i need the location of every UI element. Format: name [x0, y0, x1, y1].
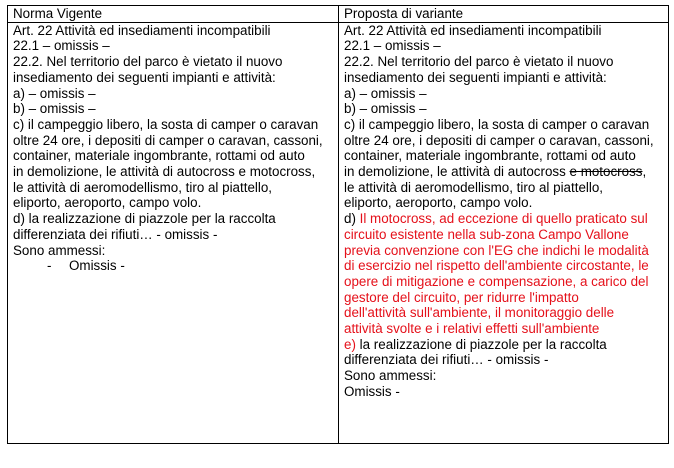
norma-vigente-text: [13, 23, 338, 259]
header-norma-vigente: Norma Vigente: [8, 6, 339, 23]
text-line: Art. 22 Attività ed insediamenti incompatibili: [13, 22, 271, 38]
text-line: b) – omissis –: [13, 101, 96, 117]
red-text-line: [344, 227, 668, 243]
item-e-label: e): [344, 336, 356, 352]
text-line: a) – omissis –: [13, 85, 96, 101]
text-line: d) la realizzazione di piazzole per la raccolta: [13, 211, 276, 227]
header-proposta-variante: Proposta di variante: [339, 6, 669, 23]
text-line: in demolizione, le attività di autocross e motocross,: [13, 164, 316, 180]
proposta-text-middle: [344, 180, 668, 211]
text-line: container, materiale ingombrante, rottami od auto: [13, 148, 305, 164]
proposta-red-insertion: [344, 211, 668, 337]
text-line: 22.1 – omissis –: [344, 38, 441, 54]
text-line: insediamento dei seguenti impianti e attività:: [13, 69, 276, 85]
red-text: circuito esistente nella sub-zona Campo Vallone: [344, 226, 629, 242]
item-e-line: [344, 337, 668, 353]
text-line: b) – omissis –: [344, 101, 427, 117]
red-text: gestore del circuito, per ridurre l'impatto: [344, 289, 579, 305]
red-text-line: [344, 258, 668, 274]
text-line: oltre 24 ore, i depositi di camper o caravan, cassoni,: [344, 132, 654, 148]
cell-norma-vigente: [8, 22, 339, 443]
text-line: le attività di aeromodellismo, tiro al piattello,: [344, 179, 604, 195]
table-body-row: [8, 22, 669, 443]
struck-line-suffix: ,: [642, 164, 647, 180]
text-line: differenziata dei rifiuti… - omissis -: [344, 352, 549, 368]
table-header-row: [8, 6, 669, 23]
struck-text-motocross: e motocross: [569, 164, 643, 180]
red-text: Il motocross, ad eccezione di quello praticato sul: [359, 211, 648, 227]
text-line: eliporto, aeroporto, campo volo.: [344, 195, 533, 211]
cell-proposta-variante: [339, 22, 669, 443]
text-line: Sono ammessi:: [13, 242, 106, 258]
text-line: eliporto, aeroporto, campo volo.: [13, 195, 202, 211]
text-line: Art. 22 Attività ed insediamenti incompatibili: [344, 22, 602, 38]
text-line: a) – omissis –: [344, 85, 427, 101]
red-text: dell'attività sull'ambiente, il monitoraggio delle: [344, 305, 615, 321]
proposta-text-before: [344, 23, 668, 164]
text-line: Sono ammessi:: [344, 368, 437, 384]
red-text-line: [344, 211, 668, 227]
red-text-line: [344, 321, 668, 337]
red-text-line: [344, 243, 668, 259]
red-text-line: [344, 305, 668, 321]
red-text: previa convenzione con l'EG che indichi le modalità: [344, 242, 649, 258]
bullet-item-omissis: [13, 258, 338, 274]
text-line: Omissis -: [344, 383, 400, 399]
item-d-label: d): [344, 211, 360, 227]
red-text: opere di mitigazione e compensazione, a carico del: [344, 273, 649, 289]
bullet-text: Omissis -: [69, 258, 125, 274]
comparison-table: [7, 5, 669, 444]
red-text: di esercizio nel rispetto dell'ambiente circostante, le: [344, 258, 649, 274]
text-line: insediamento dei seguenti impianti e attività:: [344, 69, 607, 85]
text-line: 22.2. Nel territorio del parco è vietato il nuovo: [344, 54, 614, 70]
struck-line-prefix: in demolizione, le attività di autocross: [344, 164, 570, 180]
text-line: le attività di aeromodellismo, tiro al piattello,: [13, 179, 273, 195]
item-e-text: la realizzazione di piazzole per la raccolta: [355, 336, 607, 352]
red-text-line: [344, 274, 668, 290]
bullet-dash: -: [47, 258, 52, 274]
text-line: differenziata dei rifiuti… - omissis -: [13, 226, 218, 242]
text-line: 22.1 – omissis –: [13, 38, 110, 54]
struck-line: [344, 164, 668, 180]
text-line: 22.2. Nel territorio del parco è vietato il nuovo: [13, 54, 283, 70]
text-line: c) il campeggio libero, la sosta di camper o caravan: [13, 116, 319, 132]
text-line: c) il campeggio libero, la sosta di camper o caravan: [344, 116, 650, 132]
text-line: oltre 24 ore, i depositi di camper o caravan, cassoni,: [13, 132, 323, 148]
proposta-text-after: [344, 352, 668, 399]
red-text-line: [344, 290, 668, 306]
text-line: container, materiale ingombrante, rottami od auto: [344, 148, 636, 164]
red-text: attività svolte e i relativi effetti sull'ambiente: [344, 321, 600, 337]
